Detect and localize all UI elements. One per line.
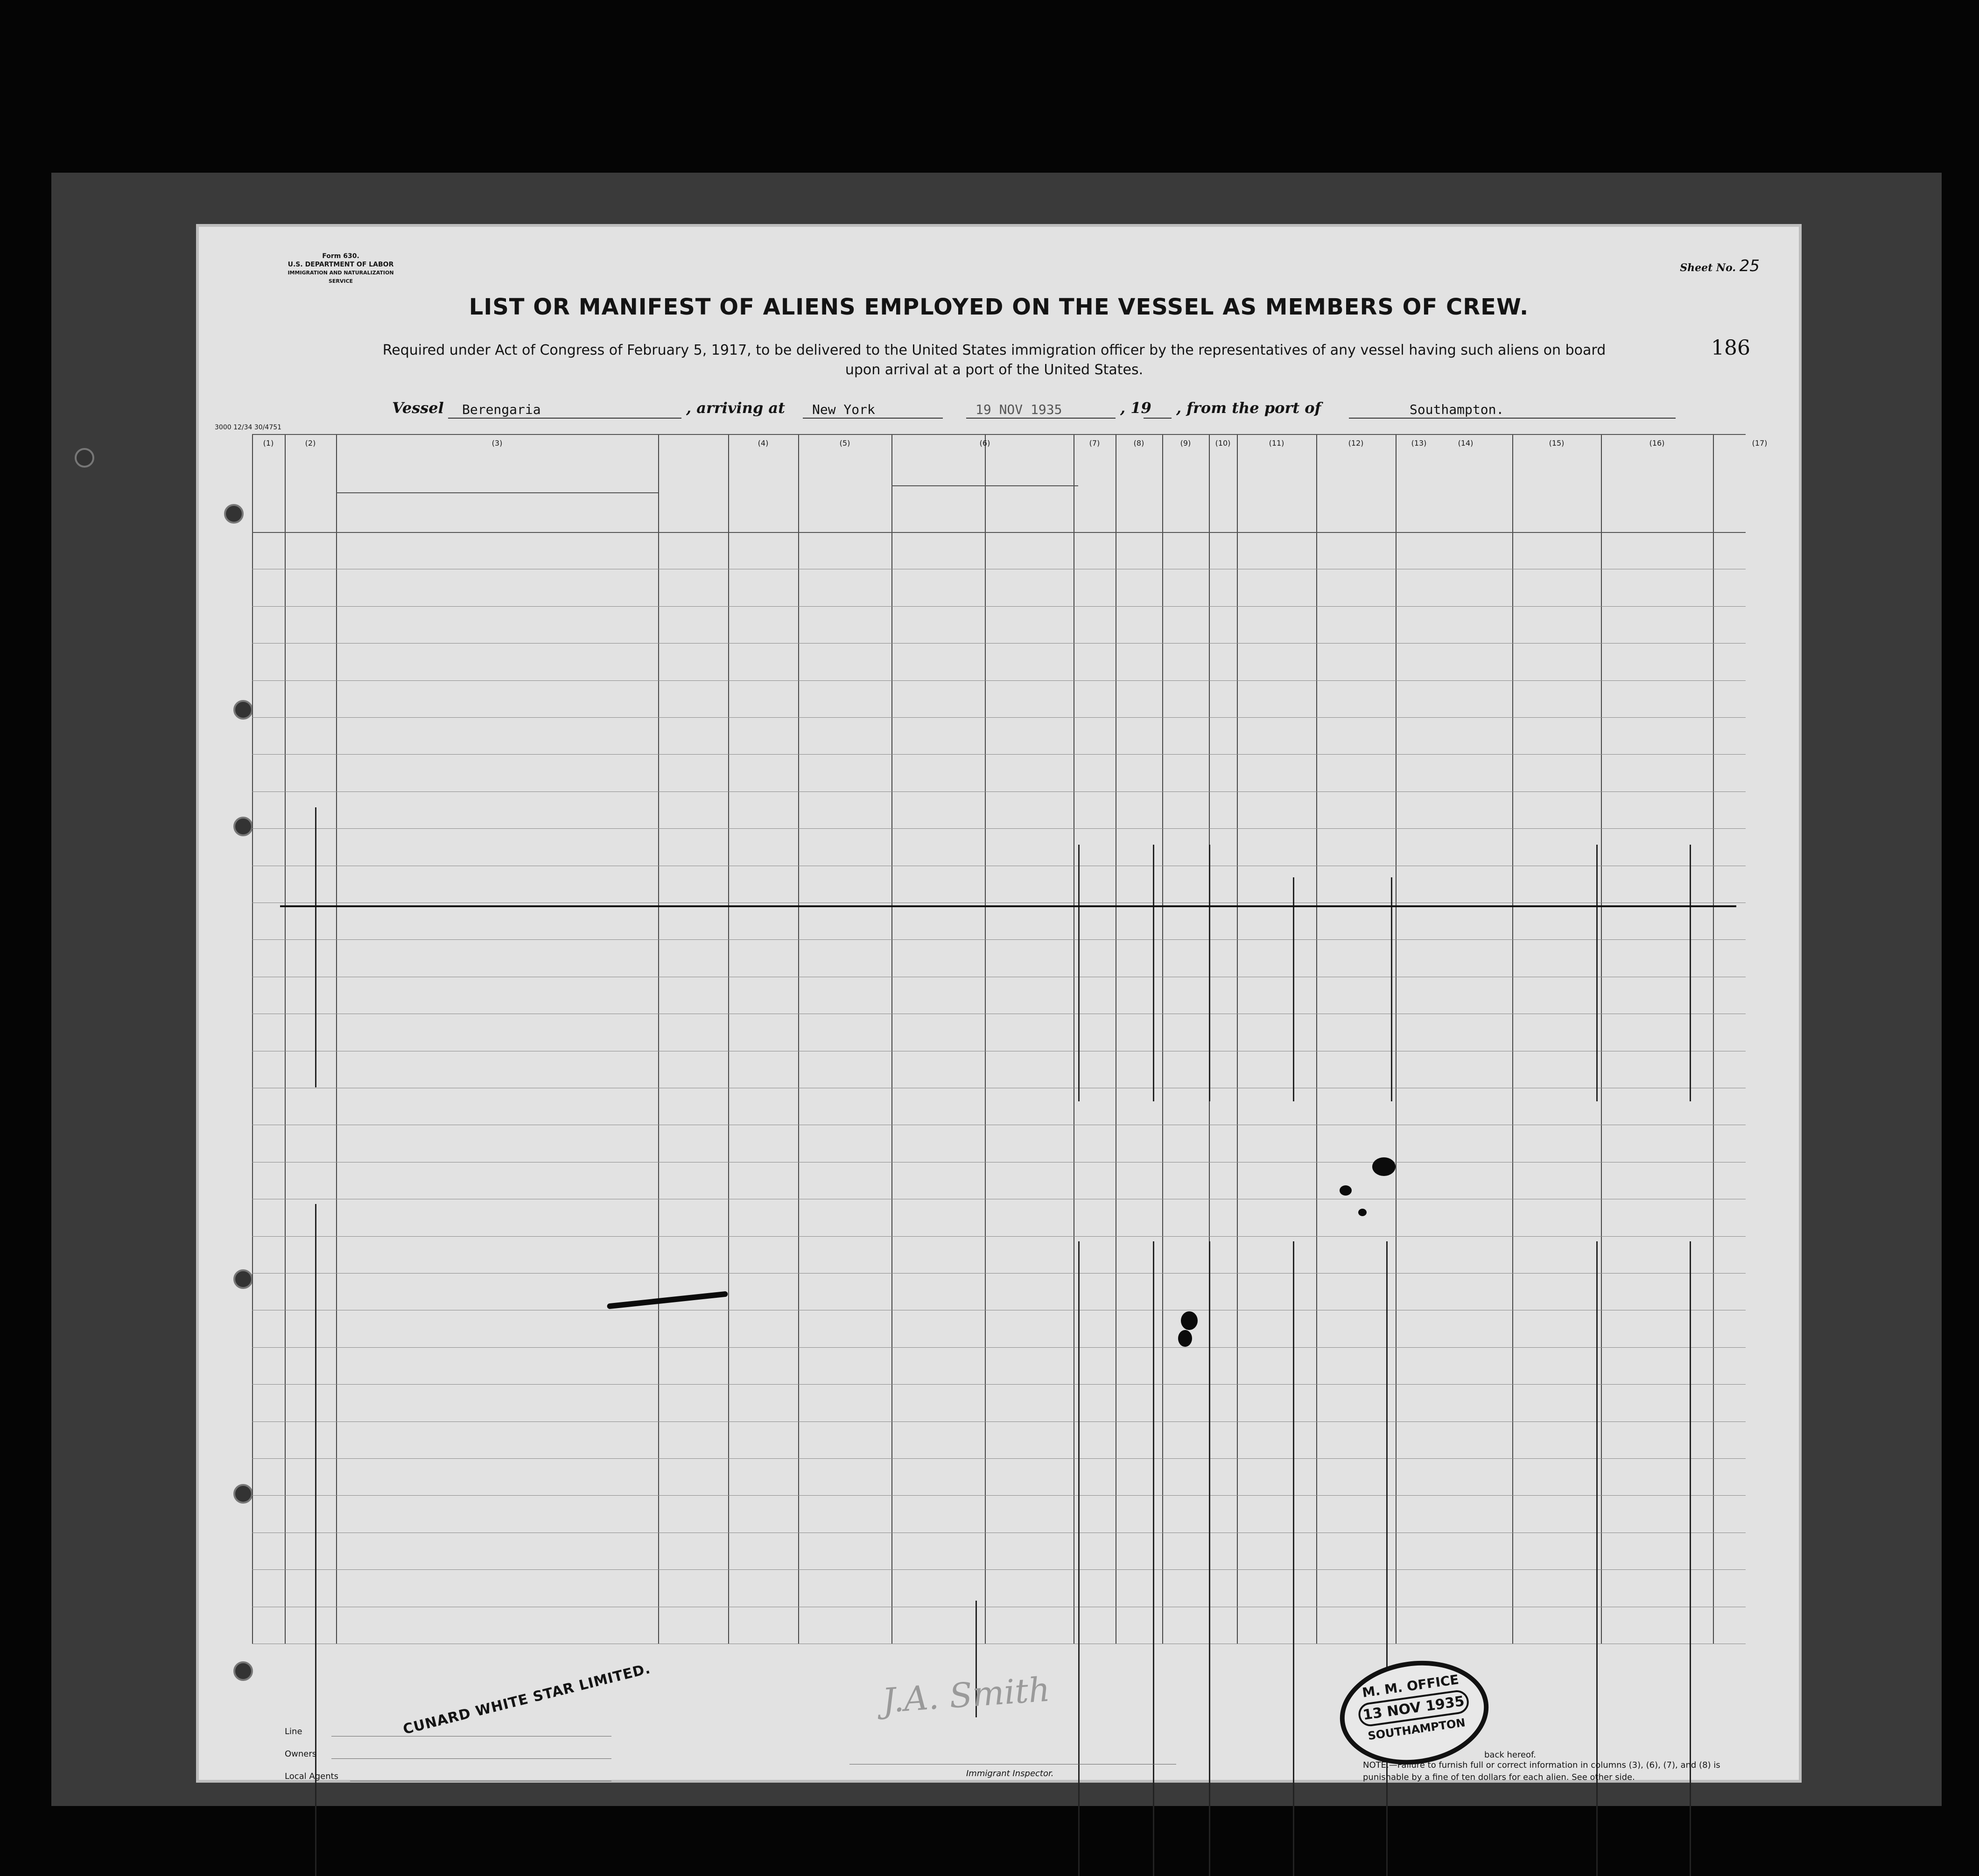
line-label: Line	[285, 1727, 302, 1736]
company-stamp: CUNARD WHITE STAR LIMITED.	[401, 1660, 653, 1738]
table-top-border	[252, 434, 1746, 435]
ditto-stroke	[1209, 1241, 1210, 1876]
footer-note: NOTE.—Failure to furnish full or correct information in columns (3), (6), (7), and (8) is punishable by a fine of ten dollars for each alien. See other side.	[1363, 1760, 1720, 1782]
ink-blot	[1358, 1209, 1367, 1216]
ditto-stroke	[1078, 1241, 1080, 1876]
column-number: (5)	[839, 439, 850, 448]
row-divider	[252, 1347, 1746, 1348]
column-number: (1)	[263, 439, 274, 448]
inspector-signature: J.A. Smith	[881, 1669, 1052, 1721]
service: IMMIGRATION AND NATURALIZATION SERVICE	[288, 270, 394, 284]
column-divider	[1512, 434, 1513, 1644]
row-divider	[252, 1495, 1746, 1496]
inspector-label: Immigrant Inspector.	[966, 1769, 1054, 1778]
column-number: (10)	[1215, 439, 1231, 448]
ditto-stroke	[1293, 877, 1294, 1101]
column-divider	[985, 434, 986, 1644]
ditto-stroke	[1391, 877, 1392, 1101]
column-number: (6)	[979, 439, 990, 448]
column-divider	[1237, 434, 1238, 1644]
ditto-stroke	[1690, 845, 1691, 1101]
column-number: (3)	[491, 439, 503, 448]
office-stamp-bottom: SOUTHAMPTON	[1367, 1716, 1467, 1743]
ink-blot	[1340, 1185, 1352, 1196]
ink-blot	[1178, 1330, 1192, 1347]
manifest-sheet	[196, 224, 1802, 1783]
ditto-stroke	[1209, 845, 1210, 1101]
ditto-stroke	[1078, 845, 1080, 1101]
shipped-subheader-rule	[891, 485, 1078, 486]
row-divider	[252, 717, 1746, 718]
print-code: 3000 12/34 30/4751	[215, 424, 282, 431]
row-divider	[252, 643, 1746, 644]
row-divider	[252, 1273, 1746, 1274]
office-stamp-top: M. M. OFFICE	[1361, 1672, 1460, 1701]
column-divider	[1713, 434, 1714, 1644]
column-divider	[1162, 434, 1163, 1644]
column-divider	[285, 434, 286, 1644]
column-number: (16)	[1649, 439, 1665, 448]
row-divider	[252, 754, 1746, 755]
column-number: (11)	[1269, 439, 1284, 448]
row-divider	[252, 606, 1746, 607]
department: U.S. DEPARTMENT OF LABOR	[288, 261, 394, 268]
arriving-port: New York	[812, 402, 875, 417]
vessel-name: Berengaria	[462, 402, 541, 417]
column-divider	[336, 434, 337, 1644]
column-divider	[1601, 434, 1602, 1644]
stamped-number: 186	[1711, 336, 1750, 360]
agents-label: Local Agents	[285, 1771, 339, 1781]
ditto-stroke	[1153, 1241, 1154, 1876]
column-number: (4)	[758, 439, 769, 448]
row-divider	[252, 791, 1746, 792]
arriving-label: , arriving at	[686, 399, 785, 417]
back-reference: back hereof.	[1484, 1750, 1536, 1760]
row-divider	[252, 1236, 1746, 1237]
column-divider	[658, 434, 659, 1644]
binder-hole	[75, 448, 94, 468]
from-port: Southampton.	[1410, 402, 1504, 417]
column-number: (12)	[1348, 439, 1364, 448]
from-port-label: , from the port of	[1176, 399, 1321, 417]
column-divider	[1316, 434, 1317, 1644]
row-divider	[252, 1569, 1746, 1570]
column-divider	[1396, 434, 1397, 1644]
header-bottom-border	[252, 532, 1746, 533]
row-divider	[252, 1421, 1746, 1422]
arrival-date-stamp: 19 NOV 1935	[975, 402, 1062, 417]
manifest-table	[196, 224, 1802, 1783]
column-divider	[728, 434, 729, 1644]
column-divider	[798, 434, 799, 1644]
ink-blot	[1372, 1157, 1396, 1176]
ditto-stroke	[1293, 1241, 1294, 1876]
column-number: (13)	[1411, 439, 1427, 448]
vessel-label: Vessel	[392, 399, 444, 417]
page-subtitle: Required under Act of Congress of February 5, 1917, to be delivered to the United States immigration officer by the representatives of any vessel having such aliens on board upon arrival at a port of the United States.	[382, 342, 1606, 378]
column-number: (9)	[1180, 439, 1191, 448]
column-number: (7)	[1089, 439, 1100, 448]
row-divider	[252, 1458, 1746, 1459]
ditto-stroke	[1153, 845, 1154, 1101]
column-number: (15)	[1549, 439, 1565, 448]
column-number: (17)	[1752, 439, 1768, 448]
page-title: LIST OR MANIFEST OF ALIENS EMPLOYED ON THE VESSEL AS MEMBERS OF CREW.	[469, 294, 1529, 320]
name-subheader-rule	[336, 492, 658, 493]
column-number: (14)	[1458, 439, 1474, 448]
column-number: (8)	[1133, 439, 1144, 448]
column-number: (2)	[305, 439, 316, 448]
year-label: , 19	[1120, 399, 1151, 417]
ditto-stroke	[1596, 845, 1598, 1101]
office-stamp-date: 13 NOV 1935	[1357, 1689, 1470, 1728]
owners-label: Owners	[285, 1749, 317, 1759]
row-divider	[252, 939, 1746, 940]
ditto-stroke	[315, 807, 316, 1087]
sheet-value: 25	[1739, 257, 1760, 275]
row-divider	[252, 680, 1746, 681]
sheet-label: Sheet No.	[1680, 262, 1736, 274]
column-divider	[252, 434, 253, 1644]
column-divider	[891, 434, 892, 1644]
row-divider	[252, 1384, 1746, 1385]
strike-through-line	[280, 905, 1736, 907]
row-divider	[252, 828, 1746, 829]
form-number: Form 630.	[322, 252, 359, 260]
ink-blot	[1181, 1311, 1198, 1330]
